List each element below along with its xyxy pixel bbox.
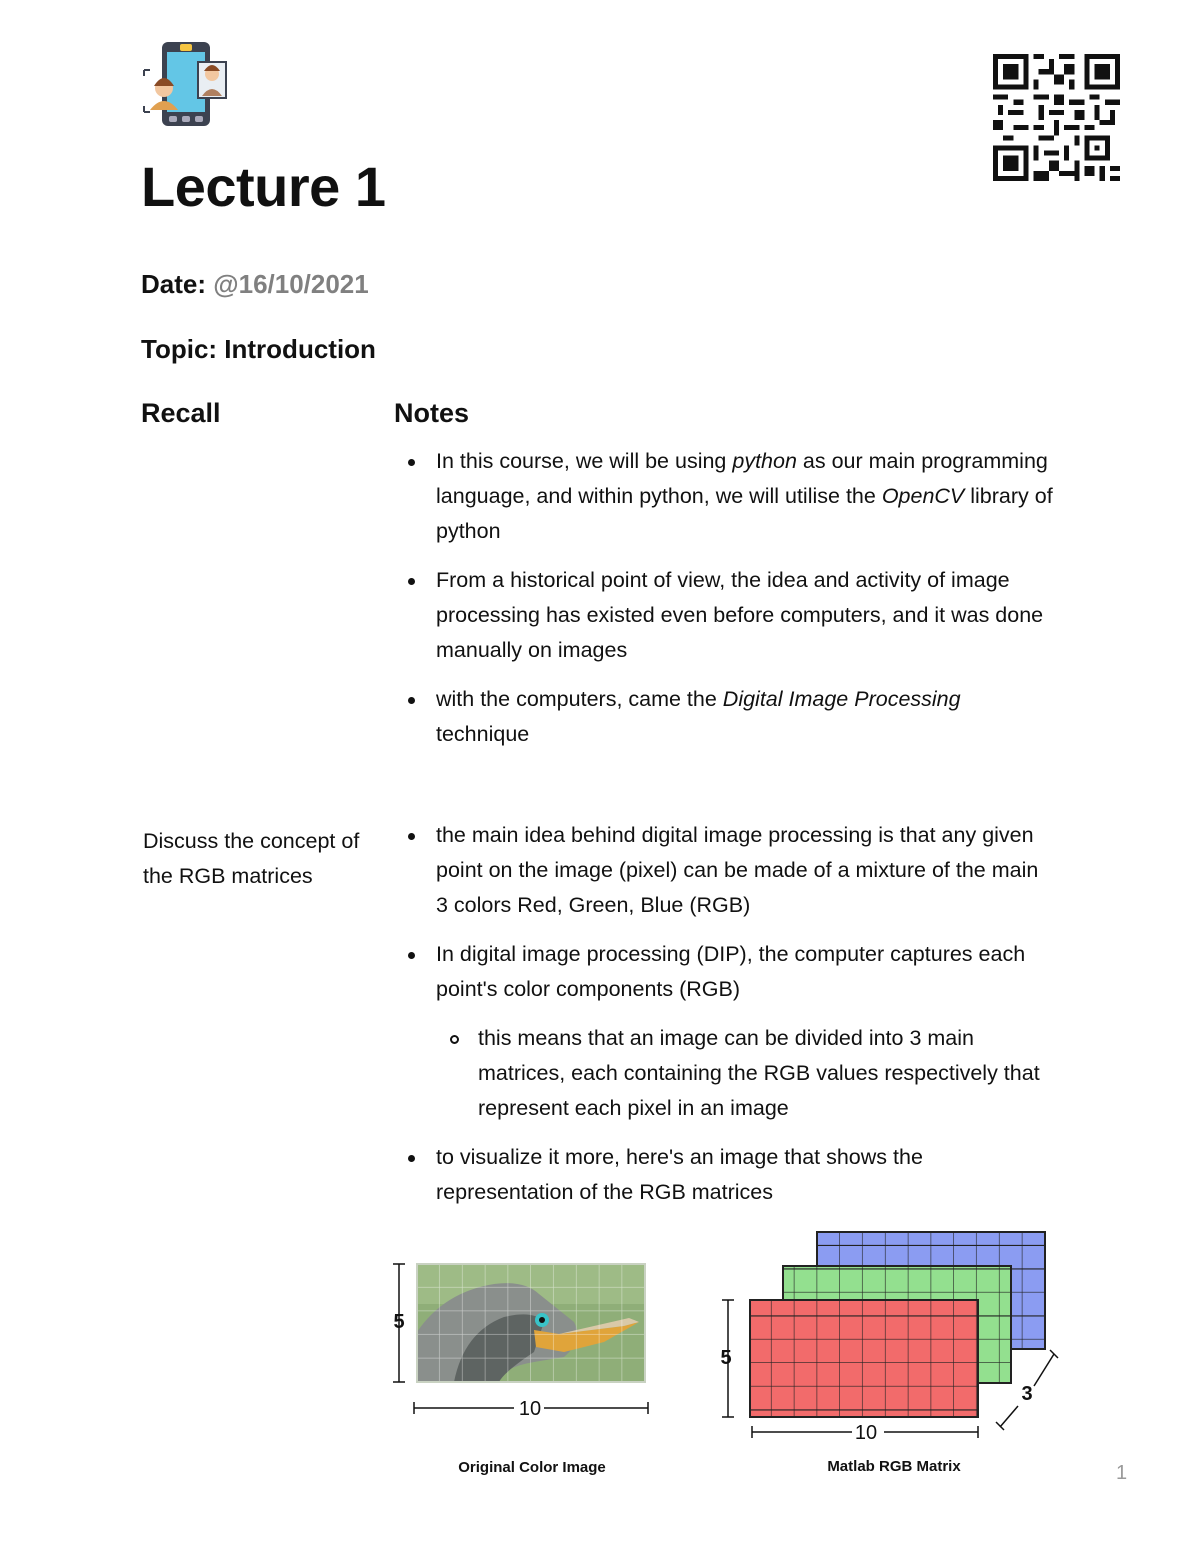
right-height-label: 5	[720, 1347, 732, 1369]
logo-icon	[140, 40, 228, 130]
notes-list-section-1	[404, 444, 1054, 766]
left-caption: Original Color Image	[458, 1459, 606, 1476]
left-height-label: 5	[393, 1311, 405, 1333]
list-item: In digital image processing (DIP), the computer captures each point's color components (RGB)	[404, 937, 1054, 1007]
right-depth-label: 3	[1021, 1383, 1033, 1405]
list-item: the main idea behind digital image processing is that any given point on the image (pixel) can be made of a mixture of the main 3 colors Red, Green, Blue (RGB)	[404, 818, 1054, 923]
original-color-image	[417, 1264, 645, 1382]
recall-column-heading: Recall	[141, 398, 221, 428]
list-item: with the computers, came the Digital Image Processing technique	[404, 682, 1054, 752]
page-number: 1	[1116, 1462, 1128, 1484]
right-caption: Matlab RGB Matrix	[827, 1458, 961, 1475]
page-title: Lecture 1	[141, 155, 386, 218]
date-value[interactable]: @16/10/2021	[213, 269, 369, 299]
left-width-label: 10	[518, 1398, 542, 1420]
sub-list-item: this means that an image can be divided into 3 main matrices, each containing the RGB values respectively that represent each pixel in an image	[404, 1021, 1054, 1126]
topic-property	[141, 332, 376, 366]
topic-value: Introduction	[224, 334, 376, 364]
date-property	[141, 267, 369, 301]
notes-list-section-2	[404, 818, 1054, 1224]
notes-column-heading: Notes	[394, 398, 470, 428]
list-item: In this course, we will be using python as our main programming language, and within python, we will utilise the OpenCV library of python	[404, 444, 1054, 549]
list-item: to visualize it more, here's an image that shows the representation of the RGB matrices	[404, 1140, 1054, 1210]
red-matrix	[750, 1300, 978, 1417]
qr-code-icon	[993, 54, 1120, 181]
rgb-matrix-figure	[384, 1222, 1074, 1482]
recall-question: Discuss the concept of the RGB matrices	[143, 829, 360, 888]
list-item: From a historical point of view, the idea and activity of image processing has existed even before computers, and it was done manually on images	[404, 563, 1054, 668]
topic-label: Topic:	[141, 334, 218, 364]
right-width-label: 10	[854, 1422, 878, 1444]
date-label: Date:	[141, 269, 207, 299]
